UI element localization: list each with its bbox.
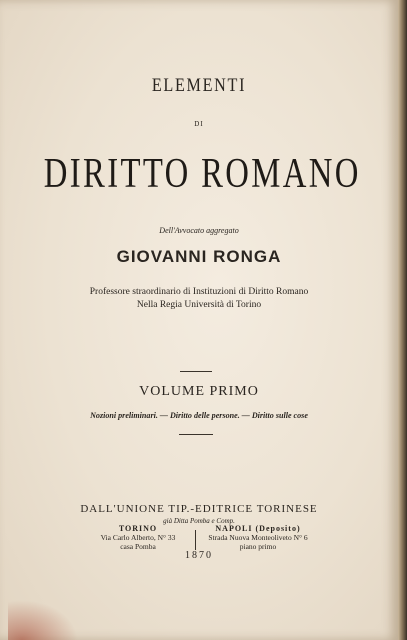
page-stain — [8, 600, 78, 640]
author-role-line2: Nella Regia Università di Torino — [136, 300, 262, 310]
napoli-address-line2: piano primo — [239, 542, 277, 551]
author-role-line1: Professore straordinario di Instituzioni di Diritto Romano — [89, 287, 309, 297]
napoli-address-line1: Strada Nuova Monteoliveto N° 6 — [208, 533, 308, 542]
napoli-address — [200, 524, 316, 551]
torino-address-line1: Via Carlo Alberto, N° 33 — [100, 533, 176, 542]
divider-rule-bottom — [179, 434, 213, 435]
address-divider — [195, 530, 196, 550]
napoli-city: NAPOLI (Deposito) — [215, 524, 301, 533]
publisher: DALL'UNIONE TIP.-EDITRICE TORINESE — [80, 503, 318, 515]
divider-rule-top — [180, 371, 212, 372]
torino-address-line2: casa Pomba — [120, 542, 156, 551]
torino-address — [88, 524, 188, 551]
main-title: DIRITTO ROMANO — [43, 151, 361, 197]
volume-label: VOLUME PRIMO — [139, 384, 259, 399]
connector: DI — [194, 120, 204, 128]
publisher-sub: già Ditta Pomba e Comp. — [163, 517, 235, 525]
author-prefix: Dell'Avvocato aggregato — [159, 226, 239, 235]
torino-city: TORINO — [118, 524, 158, 533]
contents-line: Nozioni preliminari. — Diritto delle persone. — Diritto sulle cose — [90, 410, 308, 420]
book-spine-edge — [398, 0, 407, 640]
heading: ELEMENTI — [151, 75, 247, 96]
publication-year: 1870 — [185, 550, 213, 561]
author-name: GIOVANNI RONGA — [116, 247, 282, 266]
